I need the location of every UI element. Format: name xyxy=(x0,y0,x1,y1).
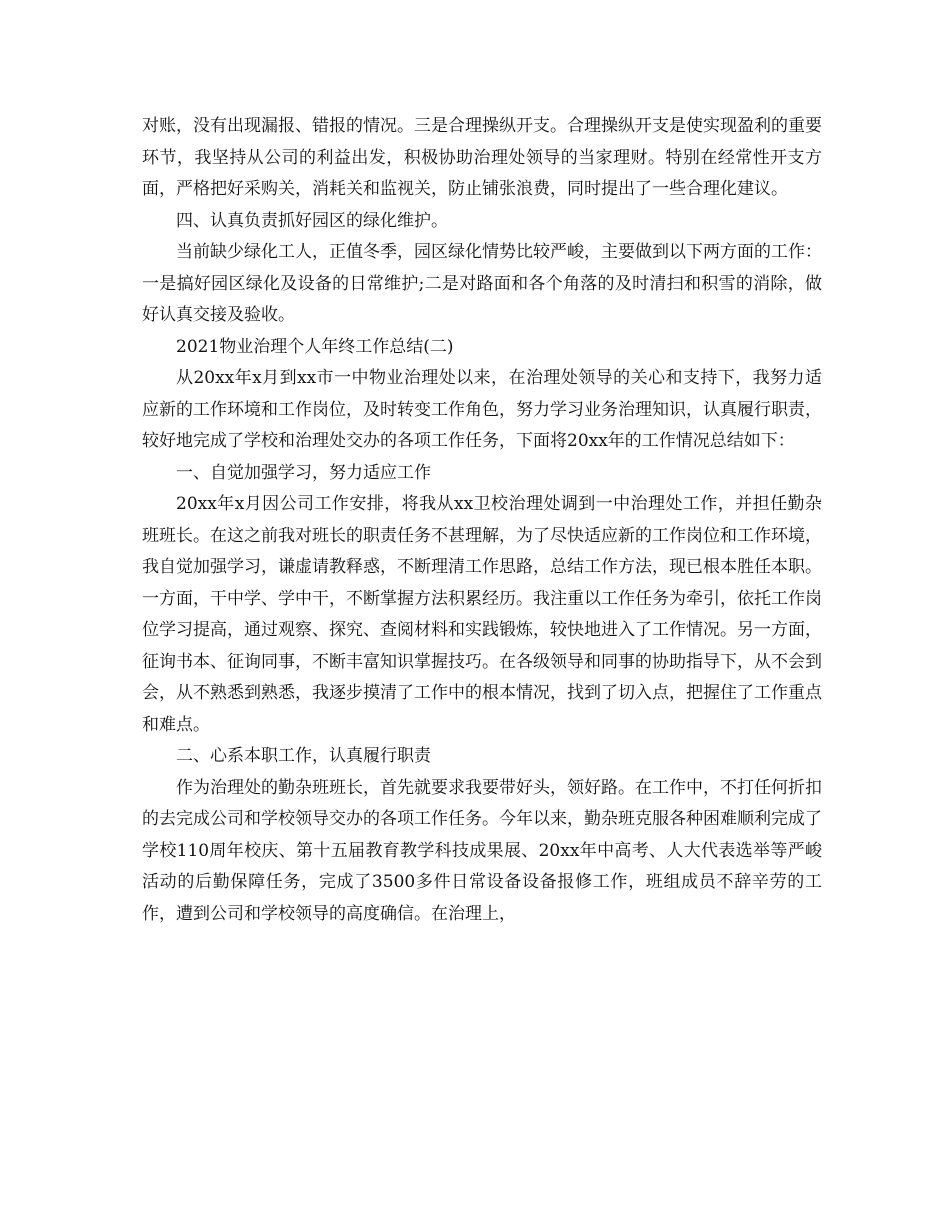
section-heading: 一、自觉加强学习，努力适应工作 xyxy=(176,462,431,483)
paragraph: 当前缺少绿化工人，正值冬季，园区绿化情势比较严峻，主要做到以下两方面的工作：一是搞好园区绿化及设备的日常维护;二是对路面和各个角落的及时清扫和积雪的消除，做好认真交接及验收。 xyxy=(142,242,822,325)
paragraph: 对账，没有出现漏报、错报的情况。三是合理操纵开支。合理操纵开支是使实现盈利的重要环节，我坚持从公司的利益出发，积极协助治理处领导的当家理财。特别在经常性开支方面，严格把好采购关，消耗关和监视关，防止铺张浪费，同时提出了一些合理化建议。 xyxy=(142,116,822,199)
document-body xyxy=(142,111,822,930)
paragraph: 作为治理处的勤杂班班长，首先就要求我要带好头，领好路。在工作中，不打任何折扣的去完成公司和学校领导交办的各项工作任务。今年以来，勤杂班克服各种困难顺利完成了学校110周年校庆、第十五届教育教学科技成果展、20xx年中高考、人大代表选举等严峻活动的后勤保障任务，完成了3500多件日常设备设备报修工作，班组成员不辞辛劳的工作，遭到公司和学校领导的高度确信。在治理上， xyxy=(142,777,822,924)
section-heading: 二、心系本职工作，认真履行职责 xyxy=(176,746,431,766)
section-heading: 四、认真负责抓好园区的绿化维护。 xyxy=(176,210,448,231)
paragraph: 从20xx年x月到xx市一中物业治理处以来，在治理处领导的关心和支持下，我努力适应新的工作环境和工作岗位，及时转变工作角色，努力学习业务治理知识，认真履行职责，较好地完成了学校和治理处交办的各项工作任务，下面将20xx年的工作情况总结如下： xyxy=(142,368,822,451)
document-subtitle: 2021物业治理个人年终工作总结(二) xyxy=(176,336,454,357)
paragraph: 20xx年x月因公司工作安排，将我从xx卫校治理处调到一中治理处工作，并担任勤杂班班长。在这之前我对班长的职责任务不甚理解，为了尽快适应新的工作岗位和工作环境，我自觉加强学习，谦虚请教释惑，不断理清工作思路，总结工作方法，现已根本胜任本职。一方面，干中学、学中干，不断掌握方法积累经历。我注重以工作任务为牵引，依托工作岗位学习提高，通过观察、探究、查阅材料和实践锻炼，较快地进入了工作情况。另一方面，征询书本、征询同事，不断丰富知识掌握技巧。在各级领导和同事的协助指导下，从不会到会，从不熟悉到熟悉，我逐步摸清了工作中的根本情况，找到了切入点，把握住了工作重点和难点。 xyxy=(142,494,822,735)
